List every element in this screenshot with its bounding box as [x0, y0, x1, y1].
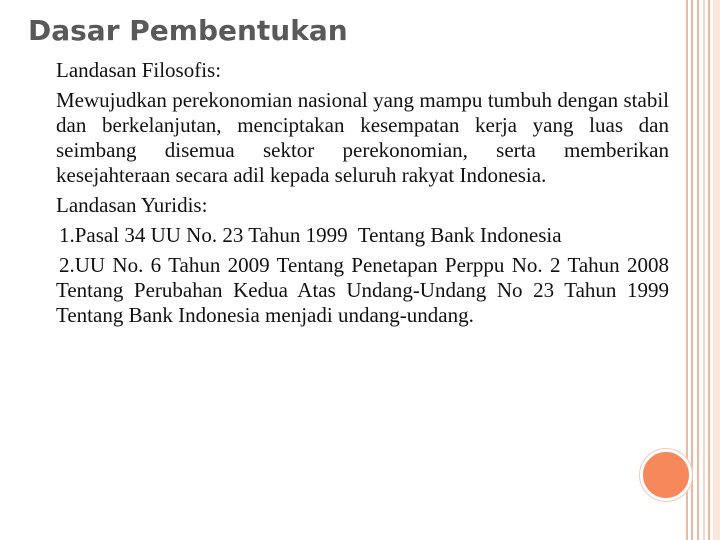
decorative-stripe [691, 0, 693, 540]
decorative-stripe [703, 0, 705, 540]
yuridis-heading: Landasan Yuridis: [56, 193, 208, 217]
yuridis-item-1: 1.Pasal 34 UU No. 23 Tahun 1999 Tentang Bank Indonesia [59, 223, 562, 247]
slide-content [56, 58, 669, 333]
filosofis-heading: Landasan Filosofis: [56, 58, 222, 82]
decorative-stripe [708, 0, 710, 540]
yuridis-item-2: 2.UU No. 6 Tahun 2009 Tentang Penetapan Perppu No. 2 Tahun 2008 Tentang Perubahan Kedua Atas Undang-Undang No 23 Tahun 1999 Tentang Bank Indonesia menjadi undang-undang. [56, 253, 669, 327]
slide-title: Dasar Pembentukan [28, 14, 348, 47]
decorative-stripe [697, 0, 699, 540]
decorative-circle-icon [640, 449, 692, 501]
decorative-stripe [713, 0, 720, 540]
filosofis-text: Mewujudkan perekonomian nasional yang mampu tumbuh dengan stabil dan berkelanjutan, menciptakan kesempatan kerja yang luas dan seimbang disemua sektor perekonomian, serta memberikan kesejahteraan secara adil kepada seluruh rakyat Indonesia. [56, 88, 669, 187]
